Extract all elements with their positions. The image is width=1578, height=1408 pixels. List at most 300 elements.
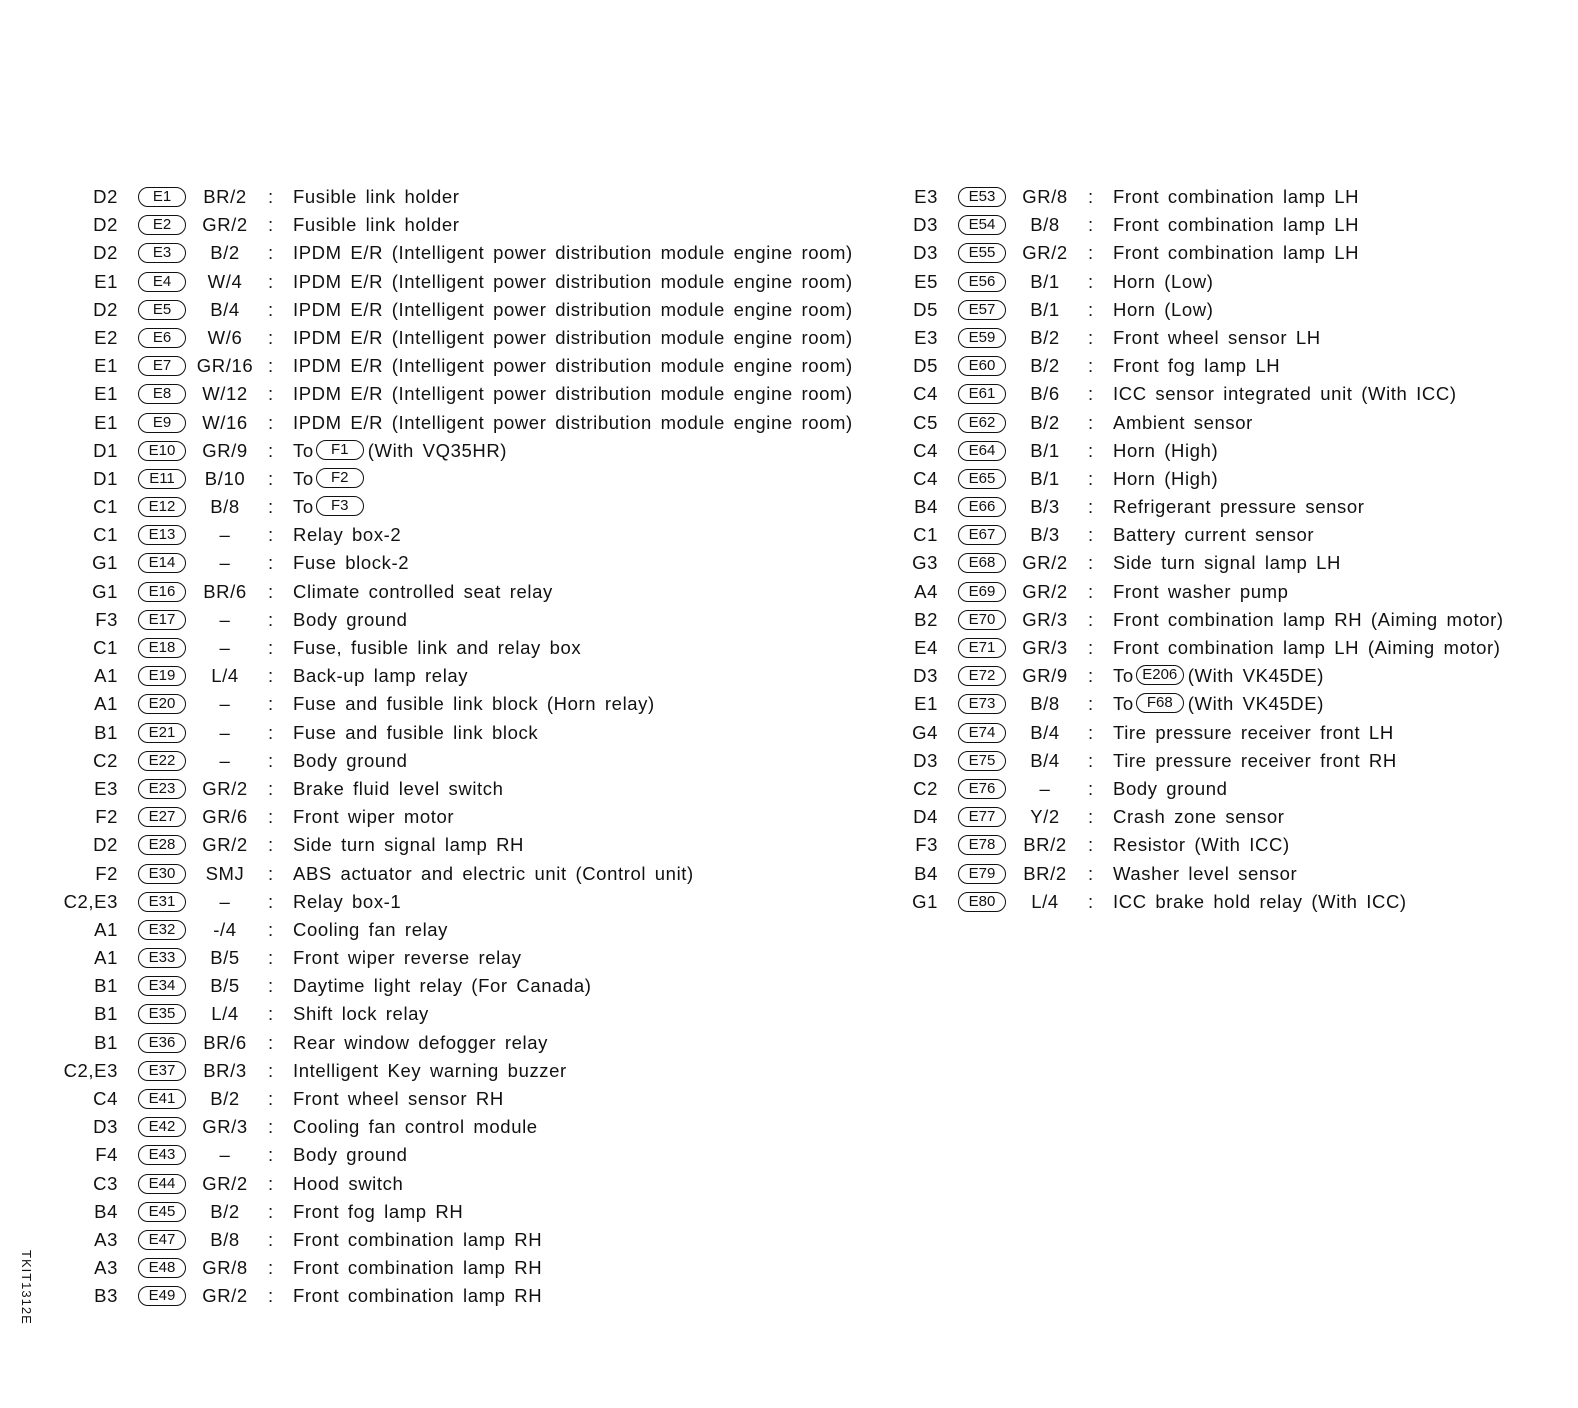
grid-reference: D1 (93, 439, 118, 461)
connector-color-pins: BR/6 (203, 1031, 247, 1053)
connector-number-badge: E36 (138, 1033, 186, 1053)
connector-color-pins: GR/2 (1022, 580, 1068, 602)
description-text: IPDM E/R (Intelligent power distribution module engine room) (293, 298, 853, 320)
grid-reference: B1 (94, 1003, 118, 1025)
separator-colon: : (1088, 411, 1094, 433)
component-description (1113, 549, 1341, 577)
component-description (293, 662, 468, 690)
separator-colon: : (268, 242, 274, 264)
connector-color-pins: – (219, 1144, 231, 1166)
component-description (1113, 183, 1359, 211)
connector-color-pins: GR/2 (202, 777, 248, 799)
connector-number-badge: E68 (958, 553, 1006, 573)
component-description (1113, 324, 1321, 352)
connector-color-pins: B/6 (1030, 383, 1060, 405)
connector-number-badge: E77 (958, 807, 1006, 827)
grid-reference: F2 (95, 862, 118, 884)
mating-connector-badge: F68 (1136, 693, 1184, 713)
component-description (293, 1113, 538, 1141)
component-description (293, 1170, 403, 1198)
description-text: Front wheel sensor RH (293, 1088, 504, 1109)
grid-reference: D2 (93, 214, 118, 236)
component-description (293, 1282, 542, 1310)
component-description (293, 860, 694, 888)
connector-color-pins: B/8 (210, 1228, 240, 1250)
connector-color-pins: GR/16 (196, 355, 254, 377)
separator-colon: : (268, 467, 274, 489)
description-text: IPDM E/R (Intelligent power distribution module engine room) (293, 383, 853, 405)
grid-reference: F4 (95, 1144, 118, 1166)
component-description (293, 296, 853, 324)
grid-reference: C4 (93, 1088, 118, 1109)
connector-number-badge: E42 (138, 1117, 186, 1137)
component-description (1113, 860, 1297, 888)
connector-number-badge: E80 (958, 892, 1006, 912)
separator-colon: : (1088, 608, 1094, 630)
connector-number-badge: E53 (958, 187, 1006, 207)
connector-color-pins: GR/3 (202, 1116, 248, 1138)
connector-number-badge: E62 (958, 413, 1006, 433)
separator-colon: : (268, 721, 274, 743)
component-description (1113, 775, 1228, 803)
separator-colon: : (268, 326, 274, 348)
grid-reference: G1 (912, 890, 938, 912)
connector-color-pins: B/2 (210, 242, 240, 264)
connector-number-badge: E10 (138, 441, 186, 461)
connector-color-pins: B/5 (210, 947, 240, 969)
description-text: Fuse, fusible link and relay box (293, 637, 582, 658)
connector-color-pins: GR/2 (1022, 242, 1068, 264)
description-text: Fuse and fusible link block (293, 721, 539, 743)
grid-reference: D3 (913, 749, 938, 771)
separator-colon: : (268, 947, 274, 969)
separator-colon: : (1088, 214, 1094, 236)
connector-number-badge: E37 (138, 1061, 186, 1081)
description-text: Front wiper motor (293, 806, 455, 828)
grid-reference: B2 (914, 608, 938, 630)
component-description (293, 1000, 429, 1028)
separator-colon: : (268, 862, 274, 884)
component-description (1113, 719, 1394, 747)
component-description (1113, 578, 1289, 606)
separator-colon: : (1088, 467, 1094, 489)
description-text: Refrigerant pressure sensor (1113, 496, 1365, 518)
connector-number-badge: E8 (138, 384, 186, 404)
grid-reference: E1 (914, 693, 938, 715)
grid-reference: C1 (93, 524, 118, 546)
component-description (1113, 409, 1253, 437)
connector-color-pins: B/4 (1030, 749, 1060, 771)
description-text: Body ground (293, 1144, 408, 1166)
separator-colon: : (1088, 721, 1094, 743)
connector-color-pins: GR/2 (202, 1285, 248, 1307)
component-description (1113, 380, 1457, 408)
separator-colon: : (1088, 862, 1094, 884)
description-text: To (1113, 665, 1134, 687)
grid-reference: A3 (94, 1257, 118, 1279)
component-description (293, 1226, 542, 1254)
separator-colon: : (1088, 298, 1094, 320)
connector-number-badge: E54 (958, 215, 1006, 235)
connector-color-pins: B/2 (1030, 326, 1060, 348)
connector-number-badge: E35 (138, 1004, 186, 1024)
connector-color-pins: SMJ (205, 862, 245, 884)
component-description (293, 549, 409, 577)
separator-colon: : (1088, 890, 1094, 912)
connector-color-pins: – (219, 608, 231, 630)
connector-color-pins: B/4 (1030, 721, 1060, 743)
component-description (293, 1141, 408, 1169)
grid-reference: F3 (915, 834, 938, 856)
description-text: Front fog lamp RH (293, 1200, 464, 1222)
description-text: Tire pressure receiver front LH (1113, 721, 1394, 743)
connector-number-badge: E5 (138, 300, 186, 320)
description-text: Front combination lamp LH (1113, 242, 1360, 264)
connector-color-pins: W/12 (202, 383, 248, 405)
component-description (1113, 888, 1407, 916)
connector-number-badge: E55 (958, 243, 1006, 263)
component-description (293, 1057, 567, 1085)
description-suffix: (With VK45DE) (1187, 665, 1324, 687)
connector-number-badge: E48 (138, 1258, 186, 1278)
grid-reference: C1 (913, 524, 938, 546)
connector-number-badge: E22 (138, 751, 186, 771)
separator-colon: : (268, 186, 274, 207)
grid-reference: A1 (94, 947, 118, 969)
grid-reference: F2 (95, 806, 118, 828)
component-description (293, 183, 460, 211)
grid-reference: B4 (94, 1200, 118, 1222)
grid-reference: C2 (913, 777, 938, 799)
connector-color-pins: – (219, 552, 231, 574)
grid-reference: C4 (913, 467, 938, 489)
separator-colon: : (1088, 439, 1094, 461)
component-description (293, 944, 522, 972)
connector-number-badge: E23 (138, 779, 186, 799)
description-text: Horn (High) (1113, 439, 1219, 461)
description-text: Side turn signal lamp LH (1113, 552, 1341, 574)
component-description (293, 775, 504, 803)
description-text: Cooling fan relay (293, 918, 449, 940)
description-text: Crash zone sensor (1113, 806, 1285, 828)
description-text: Tire pressure receiver front RH (1113, 749, 1397, 771)
connector-color-pins: – (219, 693, 231, 715)
component-description (293, 888, 401, 916)
connector-number-badge: E79 (958, 864, 1006, 884)
grid-reference: A1 (94, 693, 118, 715)
connector-number-badge: E19 (138, 666, 186, 686)
component-description (293, 521, 401, 549)
grid-reference: C2,E3 (63, 1059, 118, 1081)
component-description (1113, 690, 1324, 718)
description-text: Fuse block-2 (293, 552, 410, 574)
component-description (293, 380, 853, 408)
connector-color-pins: B/2 (1030, 411, 1060, 433)
separator-colon: : (268, 1116, 274, 1138)
grid-reference: D3 (913, 242, 938, 264)
description-text: Battery current sensor (1113, 524, 1315, 546)
connector-number-badge: E2 (138, 215, 186, 235)
connector-color-pins: GR/2 (1022, 552, 1068, 574)
separator-colon: : (268, 1257, 274, 1279)
description-text: Relay box-2 (293, 524, 402, 546)
description-text: Front combination lamp RH (293, 1228, 543, 1250)
component-description (293, 352, 853, 380)
grid-reference: A1 (94, 918, 118, 940)
grid-reference: E4 (914, 637, 938, 658)
description-text: Rear window defogger relay (293, 1031, 548, 1053)
description-text: Cooling fan control module (293, 1116, 538, 1138)
connector-color-pins: GR/6 (202, 806, 248, 828)
grid-reference: C1 (93, 637, 118, 658)
connector-color-pins: B/2 (1030, 355, 1060, 377)
separator-colon: : (268, 580, 274, 602)
component-description (1113, 747, 1397, 775)
connector-color-pins: B/8 (1030, 214, 1060, 236)
connector-color-pins: L/4 (211, 665, 239, 687)
separator-colon: : (1088, 806, 1094, 828)
connector-number-badge: E69 (958, 582, 1006, 602)
component-description (293, 239, 853, 267)
description-suffix: (With VK45DE) (1187, 693, 1324, 715)
description-text: Side turn signal lamp RH (293, 834, 525, 856)
grid-reference: C5 (913, 411, 938, 433)
grid-reference: E1 (94, 411, 118, 433)
connector-number-badge: E32 (138, 920, 186, 940)
connector-color-pins: GR/2 (202, 1172, 248, 1194)
separator-colon: : (268, 693, 274, 715)
description-text: ICC sensor integrated unit (With ICC) (1113, 383, 1457, 405)
connector-color-pins: W/4 (207, 270, 243, 292)
description-text: IPDM E/R (Intelligent power distribution module engine room) (293, 242, 853, 264)
description-text: Body ground (293, 749, 408, 771)
grid-reference: B3 (94, 1285, 118, 1307)
connector-color-pins: B/2 (210, 1088, 240, 1109)
connector-color-pins: B/1 (1030, 439, 1060, 461)
separator-colon: : (268, 975, 274, 997)
connector-number-badge: E6 (138, 328, 186, 348)
connector-number-badge: E66 (958, 497, 1006, 517)
connector-color-pins: B/5 (210, 975, 240, 997)
description-text: Climate controlled seat relay (293, 580, 553, 602)
component-description (1113, 239, 1359, 267)
separator-colon: : (268, 806, 274, 828)
description-text: Shift lock relay (293, 1003, 429, 1025)
separator-colon: : (268, 552, 274, 574)
connector-color-pins: – (219, 721, 231, 743)
description-text: Front combination lamp RH (293, 1285, 543, 1307)
separator-colon: : (1088, 580, 1094, 602)
connector-color-pins: B/8 (1030, 693, 1060, 715)
grid-reference: D2 (93, 298, 118, 320)
description-text: To (293, 467, 314, 489)
connector-color-pins: BR/2 (203, 186, 247, 207)
component-description (1113, 296, 1214, 324)
component-description (293, 578, 553, 606)
description-text: Intelligent Key warning buzzer (293, 1059, 567, 1081)
description-text: Back-up lamp relay (293, 665, 469, 687)
separator-colon: : (1088, 326, 1094, 348)
component-description (293, 916, 448, 944)
connector-color-pins: GR/8 (202, 1257, 248, 1279)
separator-colon: : (1088, 186, 1094, 207)
connector-color-pins: W/6 (207, 326, 243, 348)
connector-color-pins: – (219, 890, 231, 912)
connector-number-badge: E65 (958, 469, 1006, 489)
component-description (293, 1254, 542, 1282)
grid-reference: D3 (93, 1116, 118, 1138)
description-text: Front combination lamp LH (1113, 214, 1360, 236)
grid-reference: D3 (913, 214, 938, 236)
connector-number-badge: E31 (138, 892, 186, 912)
connector-color-pins: BR/2 (1023, 862, 1067, 884)
connector-number-badge: E74 (958, 723, 1006, 743)
separator-colon: : (268, 1144, 274, 1166)
grid-reference: C2,E3 (63, 890, 118, 912)
grid-reference: E2 (94, 326, 118, 348)
connector-color-pins: B/10 (204, 467, 246, 489)
component-description (1113, 437, 1218, 465)
connector-color-pins: L/4 (211, 1003, 239, 1025)
connector-number-badge: E64 (958, 441, 1006, 461)
connector-number-badge: E56 (958, 272, 1006, 292)
connector-number-badge: E16 (138, 582, 186, 602)
component-description (1113, 662, 1324, 690)
separator-colon: : (268, 1228, 274, 1250)
connector-number-badge: E72 (958, 666, 1006, 686)
description-text: Hood switch (293, 1172, 404, 1194)
separator-colon: : (1088, 383, 1094, 405)
grid-reference: C1 (93, 496, 118, 518)
component-description (293, 409, 853, 437)
description-text: Horn (High) (1113, 467, 1219, 489)
description-text: Front fog lamp LH (1113, 355, 1281, 377)
description-text: Front wheel sensor LH (1113, 326, 1321, 348)
separator-colon: : (268, 918, 274, 940)
description-text: Body ground (1113, 777, 1228, 799)
grid-reference: C4 (913, 439, 938, 461)
component-description (1113, 352, 1280, 380)
description-text: Brake fluid level switch (293, 777, 504, 799)
connector-number-badge: E12 (138, 497, 186, 517)
separator-colon: : (1088, 749, 1094, 771)
connector-number-badge: E61 (958, 384, 1006, 404)
component-description (293, 606, 408, 634)
connector-number-badge: E9 (138, 413, 186, 433)
description-text: Front combination lamp LH (1113, 186, 1360, 207)
connector-number-badge: E71 (958, 638, 1006, 658)
connector-number-badge: E21 (138, 723, 186, 743)
separator-colon: : (268, 1172, 274, 1194)
connector-color-pins: BR/6 (203, 580, 247, 602)
grid-reference: A3 (94, 1228, 118, 1250)
connector-color-pins: GR/9 (1022, 665, 1068, 687)
grid-reference: F3 (95, 608, 118, 630)
connector-color-pins: GR/9 (202, 439, 248, 461)
separator-colon: : (1088, 524, 1094, 546)
separator-colon: : (1088, 242, 1094, 264)
grid-reference: E1 (94, 270, 118, 292)
description-text: ABS actuator and electric unit (Control unit) (293, 862, 694, 884)
connector-color-pins: B/3 (1030, 524, 1060, 546)
mating-connector-badge: E206 (1136, 665, 1184, 685)
separator-colon: : (1088, 637, 1094, 658)
separator-colon: : (1088, 355, 1094, 377)
separator-colon: : (1088, 496, 1094, 518)
description-text: Fusible link holder (293, 214, 460, 236)
grid-reference: D3 (913, 665, 938, 687)
grid-reference: C4 (913, 383, 938, 405)
grid-reference: E1 (94, 355, 118, 377)
description-text: To (1113, 693, 1134, 715)
description-text: Washer level sensor (1113, 862, 1298, 884)
separator-colon: : (268, 439, 274, 461)
component-description (1113, 634, 1501, 662)
grid-reference: D2 (93, 834, 118, 856)
grid-reference: E3 (94, 777, 118, 799)
description-text: IPDM E/R (Intelligent power distribution module engine room) (293, 270, 853, 292)
component-description (1113, 803, 1284, 831)
component-description (293, 972, 592, 1000)
connector-color-pins: BR/3 (203, 1059, 247, 1081)
grid-reference: E5 (914, 270, 938, 292)
separator-colon: : (268, 637, 274, 658)
separator-colon: : (268, 383, 274, 405)
separator-colon: : (1088, 693, 1094, 715)
separator-colon: : (268, 777, 274, 799)
grid-reference: B4 (914, 496, 938, 518)
grid-reference: A1 (94, 665, 118, 687)
separator-colon: : (1088, 552, 1094, 574)
description-text: To (293, 496, 314, 518)
description-text: Resistor (With ICC) (1113, 834, 1290, 856)
connector-color-pins: B/3 (1030, 496, 1060, 518)
separator-colon: : (268, 1285, 274, 1307)
document-code: TKIT1312E (19, 1250, 34, 1325)
connector-color-pins: Y/2 (1030, 806, 1060, 828)
description-text: Ambient sensor (1113, 411, 1253, 433)
component-description (293, 437, 507, 465)
description-suffix: (With VQ35HR) (367, 439, 508, 461)
description-text: Front washer pump (1113, 580, 1289, 602)
grid-reference: G4 (912, 721, 938, 743)
separator-colon: : (268, 665, 274, 687)
description-text: Horn (Low) (1113, 270, 1214, 292)
connector-number-badge: E34 (138, 976, 186, 996)
connector-color-pins: – (1039, 777, 1051, 799)
component-description (293, 211, 460, 239)
component-description (293, 1029, 548, 1057)
connector-number-badge: E3 (138, 243, 186, 263)
connector-number-badge: E76 (958, 779, 1006, 799)
mating-connector-badge: F2 (316, 468, 364, 488)
separator-colon: : (1088, 665, 1094, 687)
connector-color-pins: GR/2 (202, 214, 248, 236)
connector-number-badge: E27 (138, 807, 186, 827)
connector-number-badge: E33 (138, 948, 186, 968)
connector-color-pins: L/4 (1031, 890, 1059, 912)
separator-colon: : (268, 214, 274, 236)
component-description (1113, 268, 1214, 296)
description-text: Front combination lamp LH (Aiming motor) (1113, 637, 1501, 658)
component-description (293, 324, 853, 352)
grid-reference: C2 (93, 749, 118, 771)
connector-color-pins: -/4 (213, 918, 237, 940)
description-text: Front wiper reverse relay (293, 947, 522, 969)
description-text: To (293, 439, 314, 461)
connector-number-badge: E70 (958, 610, 1006, 630)
description-text: Daytime light relay (For Canada) (293, 975, 592, 997)
